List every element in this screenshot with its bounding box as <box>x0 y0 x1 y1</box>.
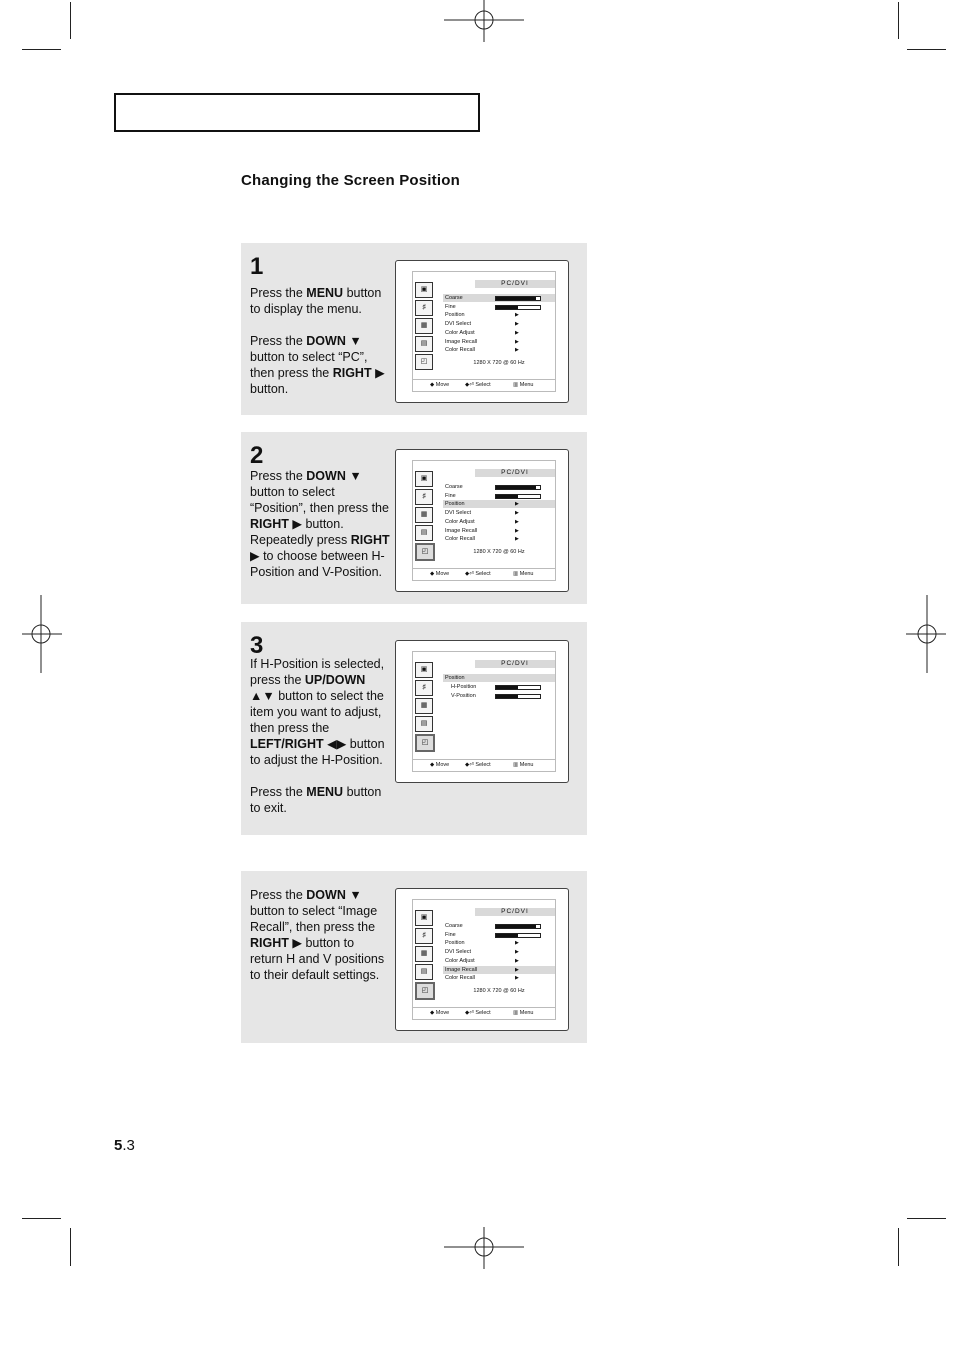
osd-menu-label: Image Recall <box>445 338 478 345</box>
osd-footer <box>413 568 555 579</box>
osd-submenu-arrow: ▶ <box>515 321 519 328</box>
button-name: RIGHT <box>250 936 289 950</box>
osd-submenu-arrow: ▶ <box>515 536 519 543</box>
osd-menu-item <box>443 311 555 319</box>
osd-menu-label: Coarse <box>445 923 463 929</box>
page-number-major: 5 <box>114 1137 123 1154</box>
osd-footer-label: Move <box>435 1010 450 1016</box>
osd-submenu-arrow: ▶ <box>515 329 519 336</box>
move-icon: ◆ <box>430 1010 436 1016</box>
osd-menu <box>412 460 556 581</box>
osd-header: PC/DVI <box>475 908 555 916</box>
crop-mark <box>907 49 946 50</box>
crop-mark <box>70 2 71 39</box>
osd-menu-label: Image Recall <box>445 966 478 973</box>
osd-menu <box>412 271 556 392</box>
osd-submenu-arrow: ▶ <box>515 957 519 964</box>
osd-level-bar <box>495 494 541 499</box>
osd-menu-label: Color Recall <box>445 536 475 543</box>
osd-menu-label: Color Adjust <box>445 329 475 336</box>
crop-mark <box>907 1218 946 1219</box>
osd-screen <box>395 640 569 783</box>
select-icon: ◆⏎ <box>465 762 476 768</box>
osd-menu-label: Color Recall <box>445 975 475 982</box>
pc-icon: ◰ <box>415 734 435 752</box>
osd-level-bar <box>495 685 541 690</box>
osd-level-bar <box>495 694 541 699</box>
osd-submenu-arrow: ▶ <box>515 949 519 956</box>
osd-menu-item <box>443 492 555 500</box>
osd-footer-label: Menu <box>519 571 534 577</box>
osd-menu-label: V-Position <box>451 692 476 699</box>
osd-footer-label: Select <box>475 1010 491 1016</box>
osd-level-bar <box>495 485 541 490</box>
button-name: RIGHT <box>332 366 372 380</box>
button-name: UP/DOWN <box>304 673 366 687</box>
osd-footer-move <box>430 380 449 390</box>
setup-icon: ▤ <box>415 964 433 980</box>
osd-footer-menu <box>513 1008 534 1018</box>
instruction-text: ▲▼ button to select the item you want to adjust, then press the <box>250 689 384 735</box>
osd-menu-item <box>443 939 555 947</box>
step-panel-4 <box>241 871 587 1043</box>
step-panel-1 <box>241 243 587 415</box>
osd-footer-label: Menu <box>519 1010 534 1016</box>
setup-icon: ▤ <box>415 336 433 352</box>
osd-submenu-arrow: ▶ <box>515 966 519 973</box>
instruction-text: Press the <box>250 785 307 799</box>
button-name: LEFT/RIGHT <box>250 737 324 751</box>
select-icon: ◆⏎ <box>465 571 476 577</box>
picture-icon: ▣ <box>415 662 433 678</box>
osd-footer-label: Move <box>435 762 450 768</box>
osd-header: PC/DVI <box>475 469 555 477</box>
osd-footer-label: Move <box>435 382 450 388</box>
osd-menu-item <box>443 329 555 337</box>
osd-menu-item <box>443 303 555 311</box>
osd-screen <box>395 449 569 592</box>
osd-menu-item <box>443 320 555 328</box>
osd-submenu-title <box>443 674 555 682</box>
osd-menu-item <box>443 931 555 939</box>
osd-submenu-arrow: ▶ <box>515 527 519 534</box>
osd-resolution: 1280 X 720 @ 60 Hz <box>473 549 525 555</box>
instruction-text: button to display the menu. <box>250 286 382 316</box>
pc-icon: ◰ <box>415 982 435 1000</box>
instruction-text: ◀▶ button to adjust the H-Position. <box>250 737 385 767</box>
osd-footer-menu <box>513 569 534 579</box>
step-instructions <box>250 285 390 397</box>
osd-submenu-arrow: ▶ <box>515 347 519 354</box>
osd-menu-item <box>443 518 555 526</box>
osd-menu-label: Position <box>445 312 465 319</box>
menu-icon: ▥ <box>513 571 520 577</box>
osd-footer <box>413 1007 555 1018</box>
instruction-text: ▶ button to return H and V positions to their default settings. <box>250 936 385 982</box>
button-name: DOWN <box>306 888 346 902</box>
page-title: Changing the Screen Position <box>241 172 460 189</box>
menu-icon: ▥ <box>513 762 520 768</box>
osd-footer-select <box>465 569 491 579</box>
osd-menu-item <box>443 966 555 974</box>
select-icon: ◆⏎ <box>465 382 476 388</box>
osd-menu-item <box>443 957 555 965</box>
instruction-text: Press the <box>250 334 307 348</box>
page-number-minor: .3 <box>122 1137 135 1154</box>
osd-footer-label: Menu <box>519 762 534 768</box>
instruction-paragraph <box>250 333 390 397</box>
pc-icon: ◰ <box>415 543 435 561</box>
picture-icon: ▣ <box>415 910 433 926</box>
instruction-paragraph <box>250 285 390 317</box>
instruction-text: ▼ button to select “Image Recall”, then press the <box>250 888 378 934</box>
osd-menu-item <box>443 294 555 302</box>
osd-menu <box>412 899 556 1020</box>
osd-menu-item <box>443 509 555 517</box>
osd-menu-label: H-Position <box>451 684 477 690</box>
crop-mark <box>898 2 899 39</box>
osd-menu-label: Position <box>445 675 465 681</box>
step-instructions <box>250 887 390 983</box>
osd-submenu-arrow: ▶ <box>515 940 519 947</box>
channel-icon: ▦ <box>415 946 433 962</box>
crop-mark <box>22 49 61 50</box>
step-number: 1 <box>250 253 264 280</box>
instruction-paragraph <box>250 887 390 983</box>
osd-menu-label: DVI Select <box>445 321 471 328</box>
registration-mark-left <box>22 595 62 673</box>
osd-submenu-arrow: ▶ <box>515 312 519 319</box>
instruction-text: ▶ button. Repeatedly press <box>250 517 351 547</box>
instruction-text: If H-Position is selected, press the <box>250 657 385 687</box>
osd-menu-item <box>443 974 555 982</box>
move-icon: ◆ <box>430 382 436 388</box>
osd-menu <box>412 651 556 772</box>
sound-icon: ♯ <box>415 489 433 505</box>
instruction-text: Press the <box>250 888 307 902</box>
sound-icon: ♯ <box>415 928 433 944</box>
instruction-text: ▶ to choose between H-Position and V-Position. <box>250 549 385 579</box>
menu-icon: ▥ <box>513 382 520 388</box>
instruction-text: ▼ button to select “Position”, then press the <box>250 469 389 515</box>
channel-icon: ▦ <box>415 698 433 714</box>
osd-screen <box>395 260 569 403</box>
crop-mark <box>22 1218 61 1219</box>
instruction-paragraph <box>250 468 390 580</box>
step-number: 2 <box>250 442 264 469</box>
osd-menu-label: Coarse <box>445 295 463 301</box>
osd-submenu-arrow: ▶ <box>515 338 519 345</box>
osd-menu-item <box>443 338 555 346</box>
registration-mark-top <box>444 0 524 42</box>
osd-footer-label: Select <box>475 571 491 577</box>
osd-menu-item <box>443 683 555 691</box>
osd-footer-select <box>465 1008 491 1018</box>
button-name: MENU <box>306 286 344 300</box>
osd-menu-item <box>443 948 555 956</box>
osd-footer-label: Move <box>435 571 450 577</box>
crop-mark <box>898 1228 899 1266</box>
instruction-text: Press the <box>250 286 307 300</box>
osd-menu-label: Position <box>445 501 465 508</box>
sound-icon: ♯ <box>415 300 433 316</box>
instruction-paragraph <box>250 784 390 816</box>
osd-screen <box>395 888 569 1031</box>
osd-menu-item <box>443 483 555 491</box>
instruction-paragraph <box>250 656 390 768</box>
button-name: DOWN <box>306 334 346 348</box>
osd-menu-label: Coarse <box>445 484 463 490</box>
crop-mark <box>70 1228 71 1266</box>
move-icon: ◆ <box>430 571 436 577</box>
osd-footer-label: Select <box>475 382 491 388</box>
pc-icon: ◰ <box>415 354 433 370</box>
osd-menu-item <box>443 922 555 930</box>
step-instructions <box>250 656 390 816</box>
osd-menu-label: Position <box>445 940 465 947</box>
osd-resolution: 1280 X 720 @ 60 Hz <box>473 988 525 994</box>
instruction-text: button to exit. <box>250 785 382 815</box>
osd-menu-item <box>443 500 555 508</box>
osd-menu-item <box>443 527 555 535</box>
menu-icon: ▥ <box>513 1010 520 1016</box>
button-name: DOWN <box>306 469 346 483</box>
select-icon: ◆⏎ <box>465 1010 476 1016</box>
osd-footer-menu <box>513 760 534 770</box>
osd-footer-select <box>465 760 491 770</box>
osd-menu-label: Fine <box>445 303 456 310</box>
registration-mark-bottom <box>444 1227 524 1269</box>
sound-icon: ♯ <box>415 680 433 696</box>
osd-menu-label: Image Recall <box>445 527 478 534</box>
osd-menu-label: Color Adjust <box>445 957 475 964</box>
osd-level-bar <box>495 933 541 938</box>
osd-menu-item <box>443 346 555 354</box>
osd-menu-label: Fine <box>445 492 456 499</box>
picture-icon: ▣ <box>415 282 433 298</box>
osd-menu-label: Color Adjust <box>445 518 475 525</box>
page-number <box>114 1137 135 1154</box>
osd-footer-move <box>430 760 449 770</box>
osd-submenu-arrow: ▶ <box>515 510 519 517</box>
step-panel-3 <box>241 622 587 835</box>
picture-icon: ▣ <box>415 471 433 487</box>
osd-footer-menu <box>513 380 534 390</box>
setup-icon: ▤ <box>415 525 433 541</box>
osd-level-bar <box>495 924 541 929</box>
step-instructions <box>250 468 390 580</box>
osd-submenu-arrow: ▶ <box>515 975 519 982</box>
osd-footer-label: Select <box>475 762 491 768</box>
channel-icon: ▦ <box>415 318 433 334</box>
osd-footer <box>413 379 555 390</box>
osd-footer-move <box>430 1008 449 1018</box>
step-number: 3 <box>250 632 264 659</box>
channel-icon: ▦ <box>415 507 433 523</box>
osd-menu-item <box>443 692 555 700</box>
osd-menu-label: DVI Select <box>445 949 471 956</box>
osd-header: PC/DVI <box>475 280 555 288</box>
move-icon: ◆ <box>430 762 436 768</box>
osd-header: PC/DVI <box>475 660 555 668</box>
osd-menu-item <box>443 535 555 543</box>
osd-level-bar <box>495 296 541 301</box>
instruction-text: ▼ button to select “PC”, then press the <box>250 334 368 380</box>
registration-mark-right <box>906 595 946 673</box>
instruction-text: ▶ button. <box>250 366 385 396</box>
button-name: RIGHT <box>350 533 390 547</box>
osd-menu-label: Fine <box>445 931 456 938</box>
osd-footer-move <box>430 569 449 579</box>
osd-footer <box>413 759 555 770</box>
osd-menu-label: Color Recall <box>445 347 475 354</box>
instruction-text: Press the <box>250 469 307 483</box>
paragraph-gap <box>250 768 390 784</box>
step-panel-2 <box>241 432 587 604</box>
button-name: RIGHT <box>250 517 289 531</box>
osd-submenu-arrow: ▶ <box>515 501 519 508</box>
chapter-header-box <box>114 93 480 132</box>
osd-level-bar <box>495 305 541 310</box>
button-name: MENU <box>306 785 344 799</box>
paragraph-gap <box>250 317 390 333</box>
osd-submenu-arrow: ▶ <box>515 518 519 525</box>
osd-footer-label: Menu <box>519 382 534 388</box>
osd-resolution: 1280 X 720 @ 60 Hz <box>473 360 525 366</box>
setup-icon: ▤ <box>415 716 433 732</box>
osd-footer-select <box>465 380 491 390</box>
osd-menu-label: DVI Select <box>445 510 471 517</box>
